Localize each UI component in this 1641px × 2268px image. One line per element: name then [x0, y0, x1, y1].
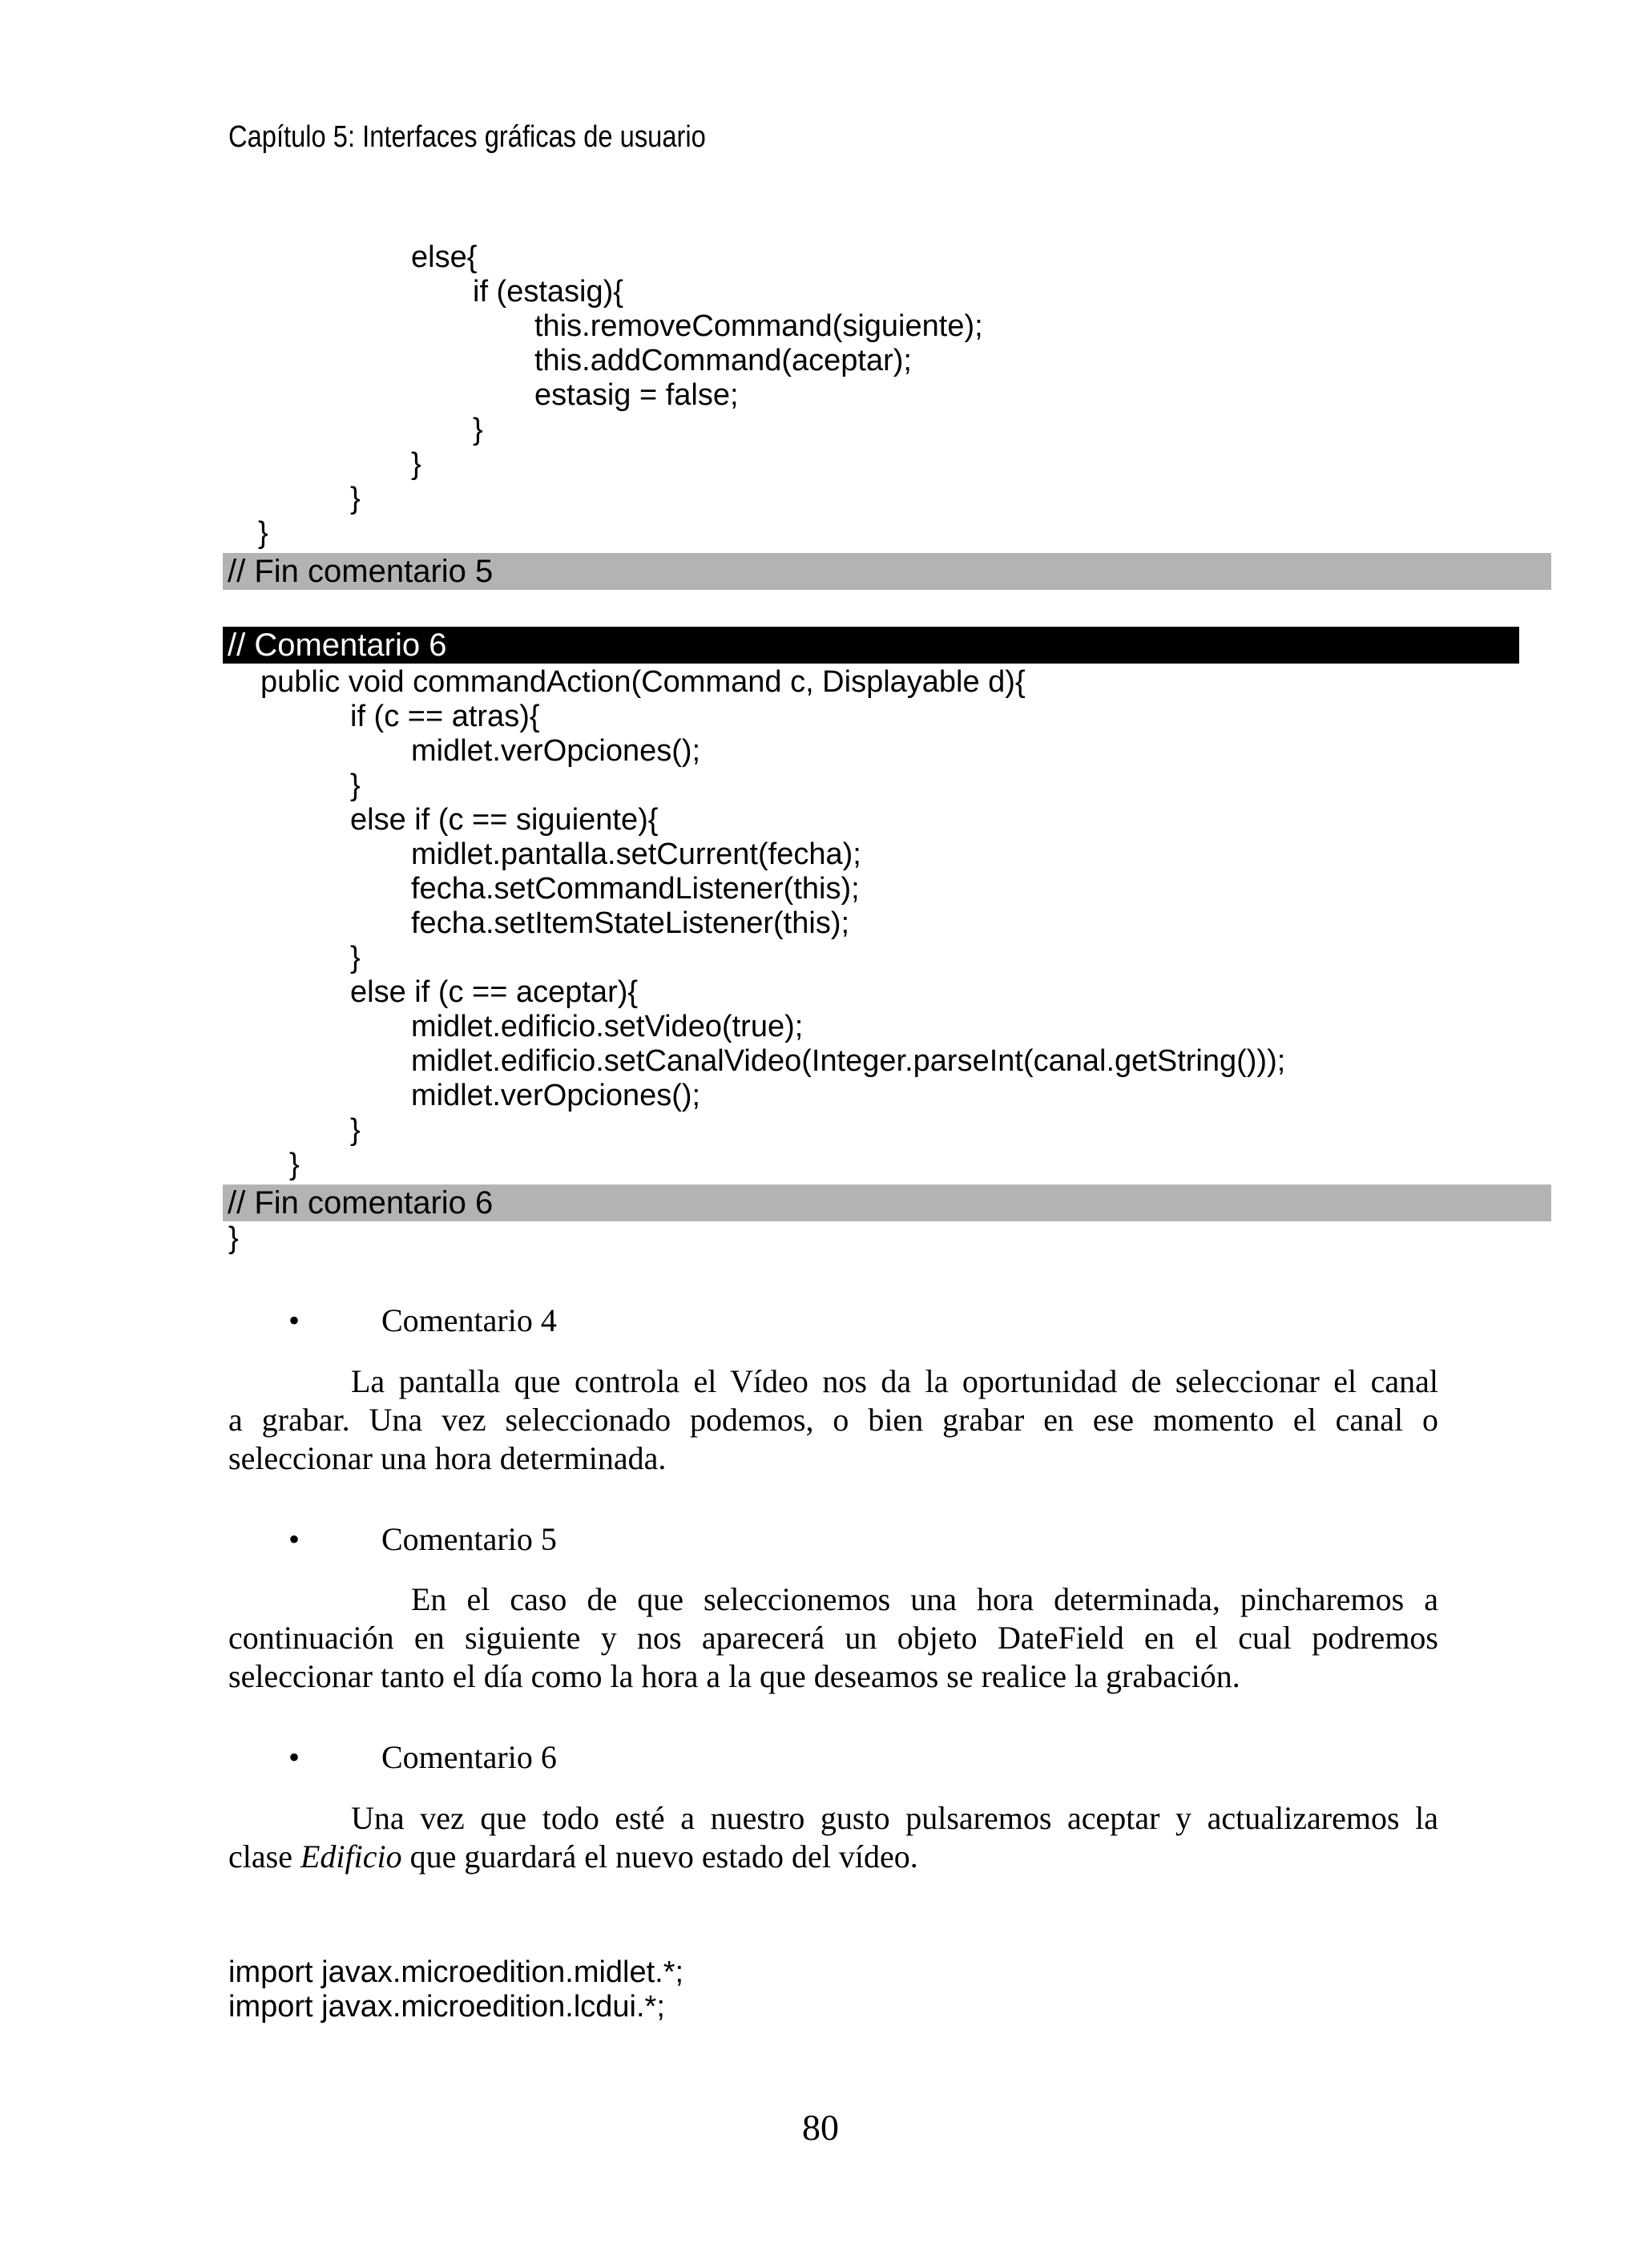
page-number: 80 — [802, 2107, 839, 2148]
paragraph-line: Una vez que todo esté a nuestro gusto pulsaremos aceptar y actualizaremos la — [351, 1800, 1438, 1836]
code-line: fecha.setCommandListener(this); — [411, 872, 860, 906]
paragraph-line: continuación en siguiente y nos aparecerá un objeto DateField en el cual podremos — [228, 1620, 1438, 1656]
closing-brace: } — [228, 1221, 239, 1255]
code-line: this.removeCommand(siguiente); — [534, 309, 983, 343]
code-line: else if (c == aceptar){ — [350, 975, 639, 1009]
paragraph-line — [228, 1838, 1438, 1876]
code-line: else{ — [411, 240, 478, 274]
bullet-label: Comentario 4 — [381, 1302, 557, 1338]
code-line: fecha.setItemStateListener(this); — [411, 906, 850, 940]
code-line: else if (c == siguiente){ — [350, 803, 659, 837]
bullet-dot: • — [288, 1302, 300, 1338]
chapter-header: Capítulo 5: Interfaces gráficas de usuario — [228, 120, 706, 154]
bullet-label: Comentario 6 — [381, 1739, 557, 1775]
import-line: import javax.microedition.lcdui.*; — [228, 1990, 665, 2024]
code-line: midlet.pantalla.setCurrent(fecha); — [411, 837, 861, 871]
code-line: midlet.verOpciones(); — [411, 734, 701, 768]
code-line: } — [350, 941, 361, 975]
fin-comentario-6-bar: // Fin comentario 6 — [223, 1184, 1551, 1221]
code-line: midlet.verOpciones(); — [411, 1079, 701, 1112]
code-line: } — [350, 1113, 361, 1147]
code-line: } — [350, 769, 361, 802]
code-line: } — [473, 413, 483, 446]
code-line: if (estasig){ — [473, 275, 623, 309]
paragraph-line: seleccionar tanto el día como la hora a la que deseamos se realice la grabación. — [228, 1658, 1240, 1694]
code-line: this.addCommand(aceptar); — [534, 344, 912, 377]
paragraph-comentario-4 — [228, 1362, 1438, 1478]
code-line: } — [350, 482, 361, 515]
bullet-dot: • — [288, 1521, 300, 1557]
paragraph-line: La pantalla que controla el Vídeo nos da la oportunidad de seleccionar el canal — [351, 1363, 1438, 1399]
class-name-edificio: Edificio — [300, 1838, 402, 1875]
text-run: que guardará el nuevo estado del vídeo. — [401, 1838, 918, 1875]
paragraph-comentario-6 — [228, 1799, 1438, 1876]
paragraph-comentario-5 — [228, 1580, 1438, 1696]
text-run: clase — [228, 1838, 300, 1875]
bullet-dot: • — [288, 1739, 300, 1775]
code-line: } — [258, 516, 268, 550]
code-line: } — [289, 1148, 300, 1181]
code-line: estasig = false; — [534, 378, 739, 412]
paragraph-line: a grabar. Una vez seleccionado podemos, o bien grabar en ese momento el canal o — [228, 1402, 1438, 1438]
import-line: import javax.microedition.midlet.*; — [228, 1955, 684, 1989]
bullet-label: Comentario 5 — [381, 1521, 557, 1557]
code-line: public void commandAction(Command c, Displayable d){ — [260, 665, 1026, 699]
paragraph-line: seleccionar una hora determinada. — [228, 1440, 667, 1476]
code-line: if (c == atras){ — [350, 700, 540, 733]
fin-comentario-5-bar: // Fin comentario 5 — [223, 553, 1551, 590]
code-line: midlet.edificio.setCanalVideo(Integer.parseInt(canal.getString())); — [411, 1044, 1286, 1078]
paragraph-line: En el caso de que seleccionemos una hora determinada, pincharemos a — [411, 1581, 1438, 1617]
comentario-6-bar: // Comentario 6 — [223, 627, 1519, 664]
code-line: } — [411, 447, 421, 481]
code-line: midlet.edificio.setVideo(true); — [411, 1010, 804, 1043]
